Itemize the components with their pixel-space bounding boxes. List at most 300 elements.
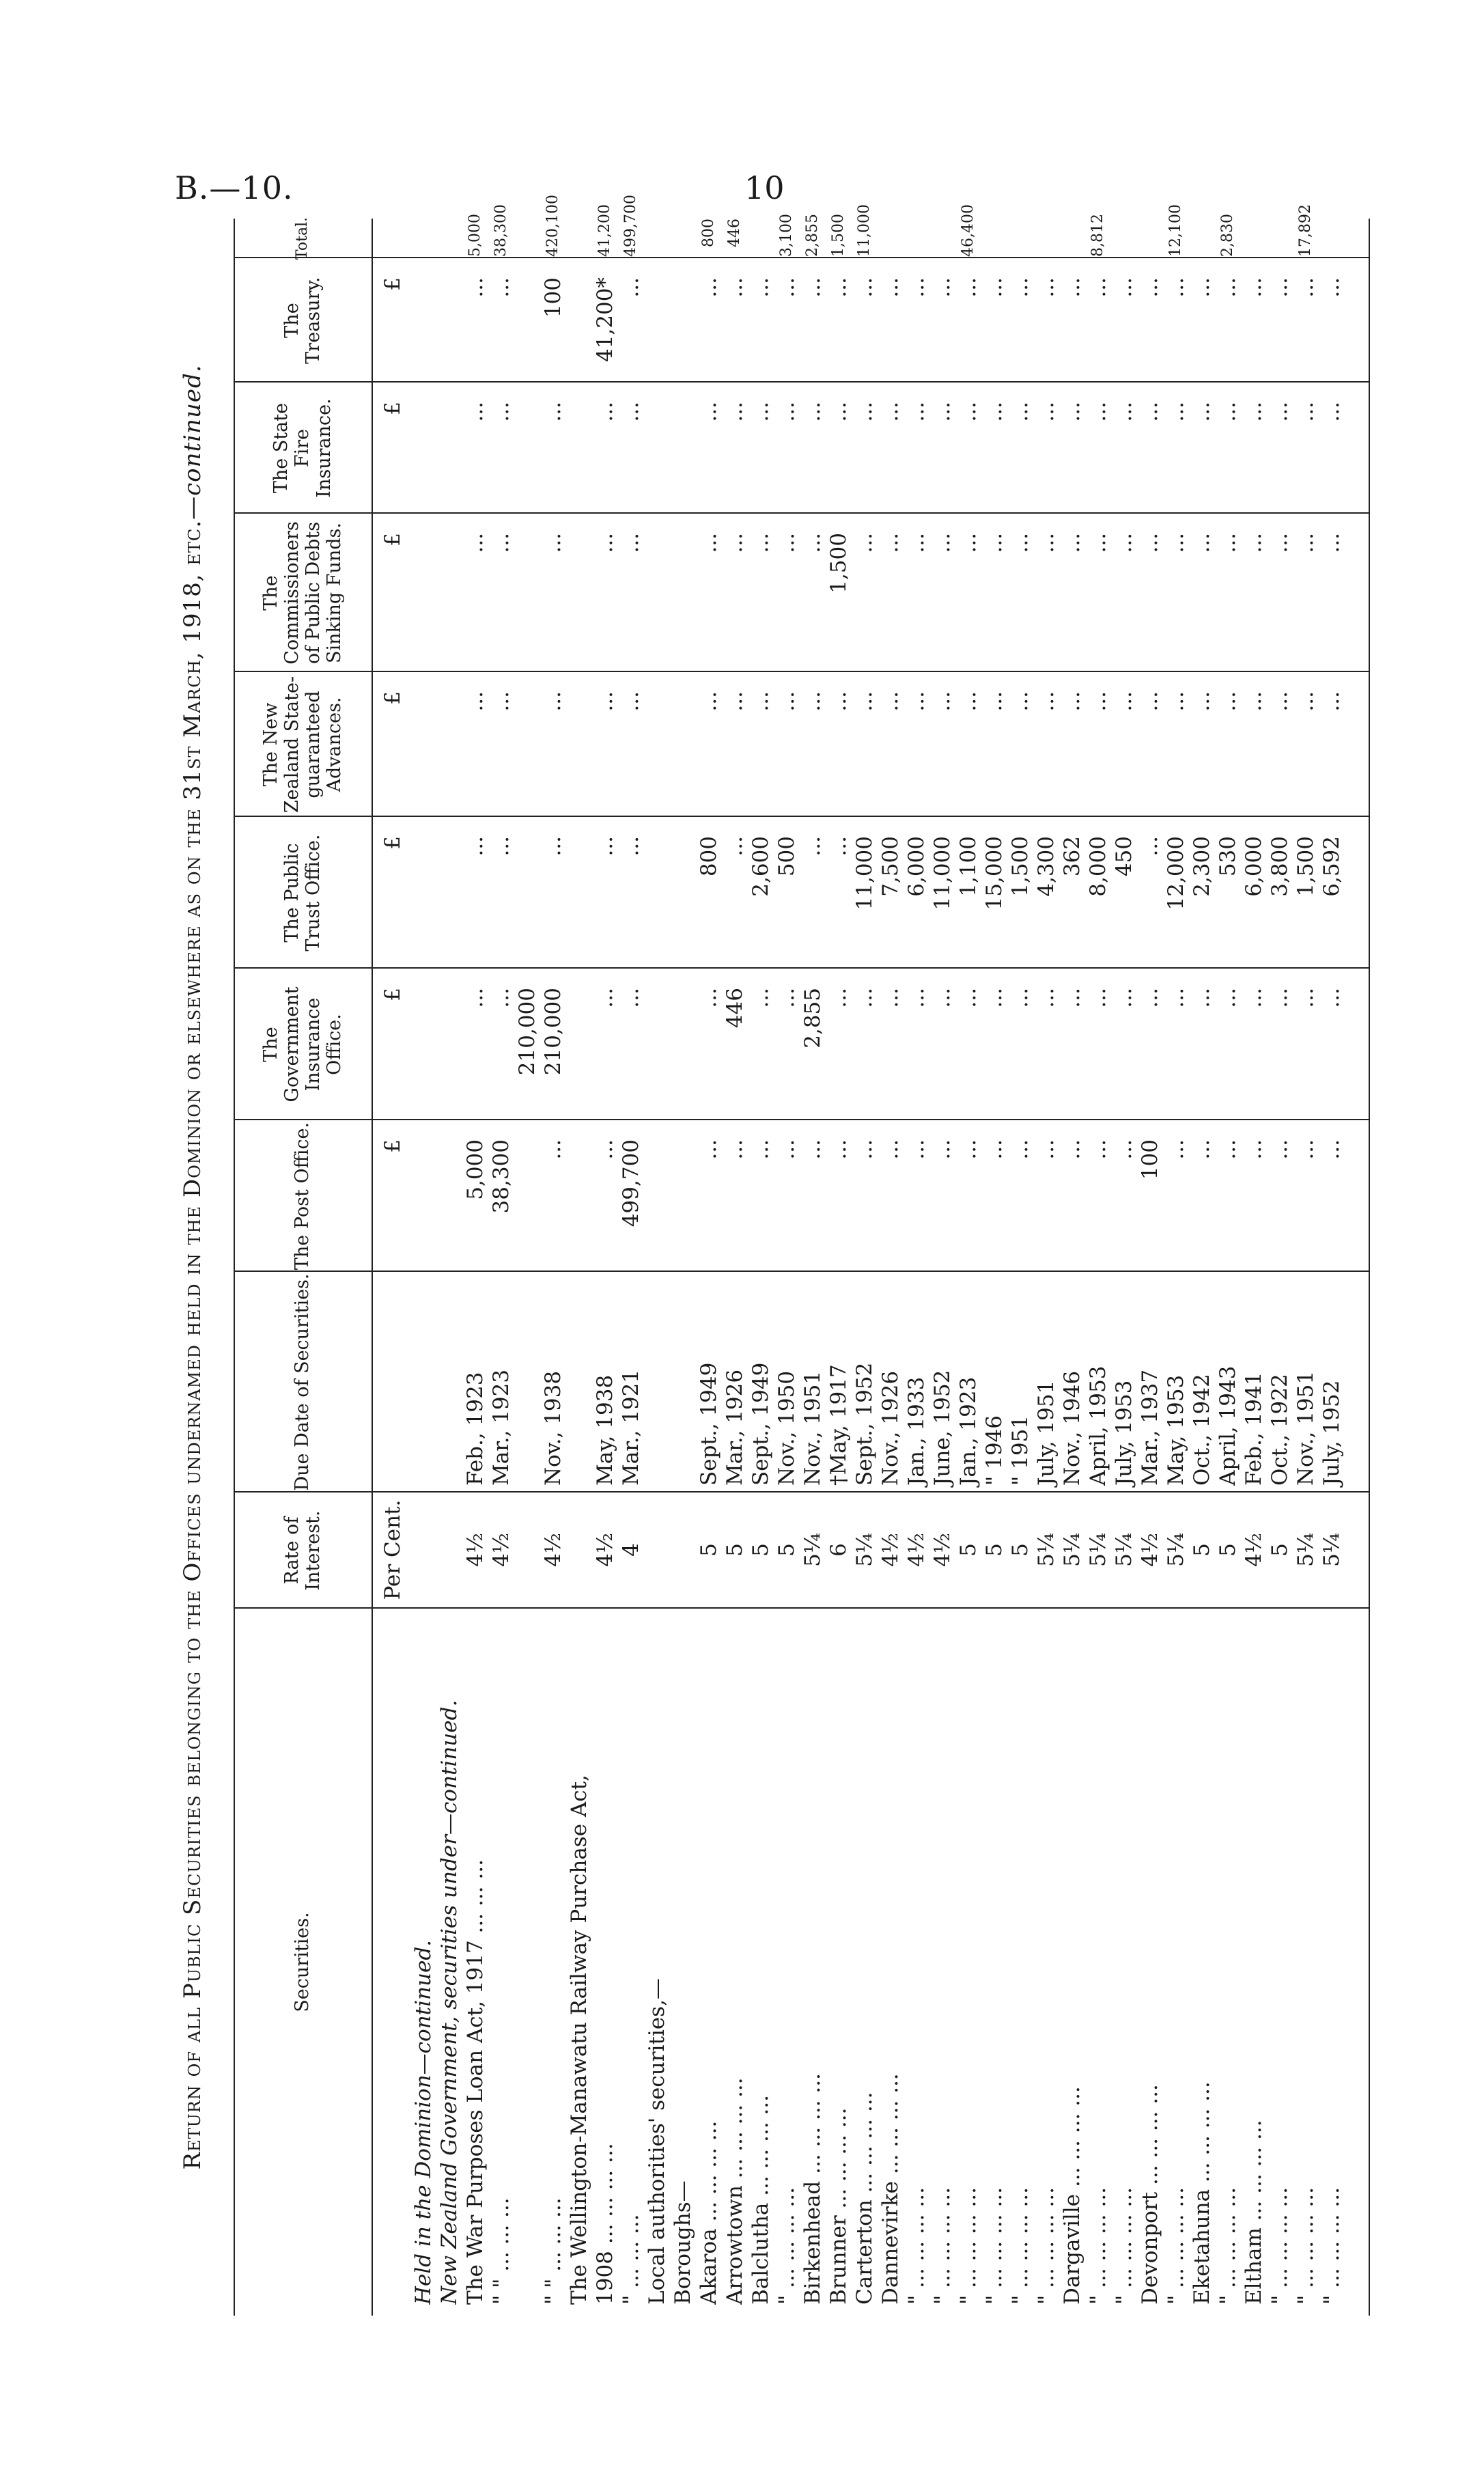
- cell-rate: 4½: [1138, 1533, 1162, 1567]
- cell-tot: 800: [700, 219, 717, 247]
- cell-sfi: ...: [930, 402, 955, 422]
- cell-gov: ...: [774, 988, 799, 1008]
- document-code: B.—10.: [175, 169, 294, 206]
- table-row: [539, 195, 568, 2316]
- cell-due: April, 1953: [1086, 1365, 1110, 1486]
- cell-tot: [928, 219, 957, 257]
- cell-tot: [876, 219, 905, 257]
- cell-pto: 12,000: [1164, 836, 1188, 911]
- cell-tre: ...: [878, 277, 903, 298]
- cell-tot: [902, 219, 931, 257]
- cell-rate: [669, 1499, 697, 1601]
- cell-post: [643, 1120, 671, 1271]
- cell-com: ...: [1138, 533, 1162, 553]
- cell-com: 1,500: [826, 533, 851, 594]
- cell-rate: 5: [1216, 1543, 1240, 1557]
- cell-sfi: [669, 383, 697, 512]
- cell-tot: [513, 219, 542, 257]
- cell-sfi: ...: [748, 402, 773, 422]
- table-row: [1162, 204, 1190, 2316]
- header-treasury: The Treasury.: [281, 277, 324, 364]
- cell-sec: [513, 1611, 542, 2305]
- cell-rate: 4½: [1242, 1533, 1266, 1567]
- header-rule: [372, 219, 373, 2316]
- cell-nzs: ...: [956, 691, 981, 712]
- cell-tre: ...: [748, 277, 773, 298]
- cell-tot: 2,855: [804, 214, 821, 257]
- table-row: [850, 204, 879, 2316]
- cell-post: ...: [1112, 1139, 1136, 1160]
- table-row: [1110, 219, 1138, 2316]
- table-row: [1006, 219, 1035, 2316]
- cell-tre: ...: [1190, 277, 1214, 298]
- rotated-table-page: [179, 195, 1367, 2316]
- cell-sec: " ... ... ... ...: [1086, 2187, 1110, 2305]
- cell-tot: [1188, 219, 1216, 257]
- header-total: Total.: [294, 217, 311, 260]
- cell-com: ...: [1190, 533, 1214, 553]
- cell-com: ...: [1164, 533, 1188, 553]
- cell-nzs: ...: [1216, 691, 1240, 712]
- cell-tre: ...: [463, 277, 488, 298]
- cell-sfi: ...: [697, 402, 721, 422]
- cell-rate: 5¼: [1164, 1533, 1188, 1567]
- cell-tot: 46,400: [960, 204, 977, 257]
- cell-tot: [1240, 219, 1268, 257]
- cell-gov: ...: [1216, 988, 1240, 1008]
- cell-pto: 800: [697, 836, 721, 877]
- cell-nzs: [669, 672, 697, 816]
- money-unit: £: [380, 402, 405, 415]
- cell-nzs: ...: [1319, 691, 1344, 712]
- cell-sfi: ...: [1268, 402, 1292, 422]
- cell-gov: ...: [1242, 988, 1266, 1008]
- table-row: [1214, 214, 1242, 2316]
- table-title-main: Return of all Public Securities belonging to the Offices undernamed held in the Dominion or elsewhere as on the 31st March, 1918, etc.: [179, 519, 206, 2170]
- cell-post: ...: [1086, 1139, 1110, 1160]
- cell-rate: 4½: [489, 1533, 514, 1567]
- cell-due: Sept., 1952: [852, 1362, 877, 1486]
- cell-post: ...: [748, 1139, 773, 1160]
- cell-sfi: ...: [1086, 402, 1110, 422]
- cell-nzs: ...: [1034, 691, 1059, 712]
- cell-tot: [980, 219, 1009, 257]
- cell-post: ...: [774, 1139, 799, 1160]
- table-row: [1265, 219, 1294, 2316]
- cell-nzs: [513, 672, 542, 816]
- header-state-advances: The New Zealand State-guaranteed Advances.: [260, 676, 346, 814]
- cell-due: [643, 1277, 671, 1486]
- table-row: [1188, 219, 1216, 2316]
- cell-rate: [643, 1499, 671, 1601]
- cell-com: ...: [748, 533, 773, 553]
- cell-gov: ...: [593, 988, 617, 1008]
- cell-pto: 6,000: [1242, 836, 1266, 897]
- cell-tot: [1058, 219, 1087, 257]
- cell-tot: [1006, 219, 1035, 257]
- cell-com: ...: [1268, 533, 1292, 553]
- header-securities: Securities.: [292, 1912, 313, 2012]
- cell-pto: 450: [1112, 836, 1136, 877]
- cell-sfi: ...: [1034, 402, 1059, 422]
- cell-rate: 5¼: [1112, 1533, 1136, 1567]
- table-row: [798, 214, 827, 2316]
- cell-pto: 15,000: [982, 836, 1007, 911]
- cell-post: ...: [852, 1139, 877, 1160]
- cell-due: May, 1938: [593, 1374, 617, 1486]
- cell-due: July, 1951: [1034, 1380, 1059, 1486]
- cell-tot: 5,000: [466, 214, 484, 257]
- cell-post: ...: [1164, 1139, 1188, 1160]
- cell-gov: [435, 969, 464, 1119]
- cell-sfi: ...: [1112, 402, 1136, 422]
- cell-sec: The Wellington-Manawatu Railway Purchase Act,: [567, 1775, 591, 2305]
- cell-sec: Boroughs—: [671, 2180, 695, 2305]
- cell-gov: [643, 969, 671, 1119]
- cell-due: Sept., 1949: [697, 1362, 721, 1486]
- cell-tre: ...: [774, 277, 799, 298]
- cell-com: ...: [723, 533, 747, 553]
- cell-nzs: ...: [826, 691, 851, 712]
- cell-sec: Held in the Dominion—continued.: [411, 1939, 436, 2305]
- money-unit: £: [380, 988, 405, 1001]
- cell-pto: 3,800: [1268, 836, 1292, 897]
- cell-pto: ...: [489, 836, 514, 857]
- money-unit: £: [380, 691, 405, 705]
- cell-nzs: ...: [1086, 691, 1110, 712]
- cell-pto: ...: [463, 836, 488, 857]
- table-row: [695, 219, 723, 2316]
- cell-tre: ...: [1112, 277, 1136, 298]
- cell-pto: [565, 817, 593, 967]
- cell-due: Nov., 1938: [541, 1370, 565, 1486]
- cell-tot: 2,830: [1219, 214, 1236, 257]
- cell-sfi: ...: [723, 402, 747, 422]
- cell-gov: ...: [1138, 988, 1162, 1008]
- cell-tre: ...: [1086, 277, 1110, 298]
- cell-pto: [409, 817, 438, 967]
- money-unit: £: [380, 533, 405, 546]
- cell-nzs: ...: [1242, 691, 1266, 712]
- cell-sec: " ... ... ... ...: [1319, 2187, 1344, 2305]
- cell-pto: [435, 817, 464, 967]
- cell-tre: ...: [1268, 277, 1292, 298]
- cell-pto: 2,600: [748, 836, 773, 897]
- cell-nzs: ...: [1164, 691, 1188, 712]
- cell-rate: 5: [774, 1543, 799, 1557]
- cell-post: [669, 1120, 697, 1271]
- money-unit: £: [380, 836, 405, 850]
- cell-due: [409, 1277, 438, 1486]
- cell-gov: ...: [619, 988, 643, 1008]
- cell-nzs: ...: [930, 691, 955, 712]
- cell-due: July, 1952: [1319, 1380, 1344, 1486]
- cell-tre: [565, 258, 593, 381]
- cell-sec: " ... ... ... ...: [1268, 2187, 1292, 2305]
- cell-com: ...: [982, 533, 1007, 553]
- cell-pto: [669, 817, 697, 967]
- cell-gov: ...: [1008, 988, 1033, 1008]
- cell-gov: 210,000: [541, 988, 565, 1076]
- cell-nzs: ...: [463, 691, 488, 712]
- cell-gov: ...: [1034, 988, 1059, 1008]
- cell-com: [643, 514, 671, 671]
- cell-gov: ...: [697, 988, 721, 1008]
- cell-sec: " ... ... ... ...: [904, 2187, 929, 2305]
- cell-due: " 1951: [1008, 1415, 1033, 1486]
- cell-pto: 1,500: [1008, 836, 1033, 897]
- page-number: 10: [744, 169, 785, 206]
- cell-nzs: ...: [1293, 691, 1318, 712]
- cell-pto: ...: [800, 836, 825, 857]
- cell-pto: 11,000: [930, 836, 955, 911]
- cell-sfi: ...: [1293, 402, 1318, 422]
- header-public-trust: The Public Trust Office.: [281, 834, 324, 952]
- cell-sec: Dargaville ... ... ... ...: [1060, 2086, 1084, 2305]
- cell-gov: ...: [1319, 988, 1344, 1008]
- cell-com: ...: [1060, 533, 1084, 553]
- cell-sec: " ... ... ... ...: [1164, 2187, 1188, 2305]
- cell-tot: [1265, 219, 1294, 257]
- table-row: [1084, 214, 1112, 2316]
- cell-pto: 2,300: [1190, 836, 1214, 897]
- table-row: [1058, 219, 1087, 2316]
- cell-sec: " ... ... ... ...: [1008, 2187, 1033, 2305]
- cell-gov: ...: [826, 988, 851, 1008]
- cell-tot: [435, 219, 464, 257]
- cell-sec: Arrowtown ... ... ... ...: [723, 2077, 747, 2305]
- cell-pto: 6,592: [1319, 836, 1344, 897]
- cell-gov: [669, 969, 697, 1119]
- cell-sfi: ...: [1190, 402, 1214, 422]
- cell-pto: 530: [1216, 836, 1240, 877]
- cell-nzs: ...: [697, 691, 721, 712]
- cell-tot: 8,812: [1089, 214, 1106, 257]
- securities-table: [234, 195, 1370, 2316]
- cell-nzs: ...: [748, 691, 773, 712]
- header-post-office: The Post Office.: [292, 1122, 313, 1271]
- cell-tre: ...: [982, 277, 1007, 298]
- cell-gov: ...: [463, 988, 488, 1008]
- cell-tot: [1032, 219, 1061, 257]
- cell-due: June, 1952: [930, 1370, 955, 1486]
- cell-due: [565, 1277, 593, 1486]
- cell-post: ...: [593, 1139, 617, 1160]
- cell-post: [513, 1120, 542, 1271]
- cell-nzs: ...: [774, 691, 799, 712]
- table-title: [179, 219, 227, 2316]
- cell-sfi: [513, 383, 542, 512]
- cell-post: ...: [1190, 1139, 1214, 1160]
- cell-gov: 2,855: [800, 988, 825, 1049]
- cell-tot: [1110, 219, 1138, 257]
- cell-tot: [565, 219, 593, 257]
- cell-due: April, 1943: [1216, 1365, 1240, 1486]
- cell-com: ...: [956, 533, 981, 553]
- cell-tre: ...: [1164, 277, 1188, 298]
- cell-gov: ...: [878, 988, 903, 1008]
- cell-pto: ...: [723, 836, 747, 857]
- cell-gov: [565, 969, 593, 1119]
- cell-rate: 4: [619, 1543, 643, 1557]
- cell-tre: 41,200*: [593, 277, 617, 362]
- cell-com: ...: [1242, 533, 1266, 553]
- cell-sec: Brunner ... ... ... ...: [826, 2107, 851, 2305]
- cell-tre: ...: [489, 277, 514, 298]
- cell-com: ...: [852, 533, 877, 553]
- cell-tre: 100: [541, 277, 565, 318]
- cell-gov: ...: [904, 988, 929, 1008]
- cell-nzs: [435, 672, 464, 816]
- cell-post: ...: [956, 1139, 981, 1160]
- cell-post: ...: [982, 1139, 1007, 1160]
- cell-rate: 4½: [541, 1533, 565, 1567]
- cell-rate: 5: [956, 1543, 981, 1557]
- table-row: [435, 219, 464, 2316]
- cell-pto: ...: [1138, 836, 1162, 857]
- cell-tre: ...: [956, 277, 981, 298]
- cell-sfi: ...: [593, 402, 617, 422]
- cell-pto: [643, 817, 671, 967]
- cell-rate: [565, 1499, 593, 1601]
- cell-tot: [409, 219, 438, 257]
- cell-sec: Akaroa ... ... ... ...: [697, 2120, 721, 2305]
- cell-pto: ...: [619, 836, 643, 857]
- cell-sfi: ...: [1164, 402, 1188, 422]
- cell-sec: " ... ... ...: [619, 2214, 643, 2305]
- table-row: [772, 214, 801, 2316]
- cell-tre: ...: [697, 277, 721, 298]
- cell-tre: ...: [800, 277, 825, 298]
- cell-sfi: ...: [1319, 402, 1344, 422]
- cell-nzs: ...: [489, 691, 514, 712]
- cell-tre: ...: [619, 277, 643, 298]
- cell-sec: " ... ... ... ...: [1034, 2187, 1059, 2305]
- cell-gov: ...: [930, 988, 955, 1008]
- cell-sec: Carterton ... ... ... ...: [852, 2092, 877, 2305]
- cell-due: Oct., 1922: [1268, 1374, 1292, 1486]
- cell-tot: [643, 219, 671, 257]
- cell-tre: ...: [1216, 277, 1240, 298]
- cell-nzs: ...: [619, 691, 643, 712]
- money-unit: £: [380, 1139, 405, 1153]
- cell-post: ...: [1319, 1139, 1344, 1160]
- header-rate: Rate of Interest.: [281, 1510, 324, 1591]
- cell-tot: 499,700: [622, 195, 639, 257]
- cell-nzs: ...: [1112, 691, 1136, 712]
- cell-tre: ...: [1034, 277, 1059, 298]
- table-row: [746, 219, 775, 2316]
- cell-sec: " ... ... ... ...: [1112, 2187, 1136, 2305]
- table-row: [1240, 219, 1268, 2316]
- cell-rate: 5: [1008, 1543, 1033, 1557]
- cell-due: †May, 1917: [826, 1364, 851, 1486]
- cell-sec: The War Purposes Loan Act, 1917 ... ... ...: [463, 1859, 488, 2305]
- cell-sfi: ...: [800, 402, 825, 422]
- cell-post: [409, 1120, 438, 1271]
- cell-sec: Eltham ... ... ... ...: [1242, 2120, 1266, 2305]
- cell-tre: ...: [1138, 277, 1162, 298]
- cell-sfi: ...: [852, 402, 877, 422]
- cell-tre: ...: [1319, 277, 1344, 298]
- cell-post: ...: [1060, 1139, 1084, 1160]
- cell-gov: 210,000: [515, 988, 540, 1076]
- cell-com: ...: [1293, 533, 1318, 553]
- cell-com: ...: [619, 533, 643, 553]
- cell-pto: ...: [541, 836, 565, 857]
- cell-post: ...: [826, 1139, 851, 1160]
- cell-nzs: ...: [852, 691, 877, 712]
- cell-tot: 3,100: [778, 214, 795, 257]
- cell-gov: ...: [956, 988, 981, 1008]
- cell-com: [669, 514, 697, 671]
- cell-post: 499,700: [619, 1139, 643, 1227]
- cell-tot: [1317, 219, 1346, 257]
- cell-tre: ...: [826, 277, 851, 298]
- cell-sfi: ...: [1216, 402, 1240, 422]
- cell-sec: " ... ... ... ...: [982, 2187, 1007, 2305]
- cell-post: ...: [541, 1139, 565, 1160]
- cell-com: ...: [1319, 533, 1344, 553]
- cell-nzs: [565, 672, 593, 816]
- table-row: [487, 204, 516, 2316]
- rate-unit: Per Cent.: [380, 1499, 405, 1600]
- cell-com: ...: [774, 533, 799, 553]
- header-due-date: Due Date of Securities.: [292, 1273, 313, 1491]
- table-row: [1136, 219, 1164, 2316]
- cell-rate: 5¼: [1319, 1533, 1344, 1567]
- table-title-continued: —continued.: [179, 364, 206, 520]
- table-row: [669, 219, 697, 2316]
- cell-sfi: [565, 383, 593, 512]
- cell-nzs: ...: [1008, 691, 1033, 712]
- cell-sfi: ...: [982, 402, 1007, 422]
- cell-pto: 500: [774, 836, 799, 877]
- cell-tot: 11,000: [856, 204, 873, 257]
- cell-sec: Local authorities' securities,—: [645, 1978, 669, 2305]
- cell-post: ...: [878, 1139, 903, 1160]
- cell-due: Oct., 1942: [1190, 1374, 1214, 1486]
- cell-tre: ...: [904, 277, 929, 298]
- cell-pto: 362: [1060, 836, 1084, 877]
- cell-post: ...: [1268, 1139, 1292, 1160]
- cell-com: [435, 514, 464, 671]
- cell-due: Nov., 1926: [878, 1370, 903, 1486]
- cell-sec: " ... ... ... ...: [930, 2187, 955, 2305]
- cell-rate: 6: [826, 1543, 851, 1557]
- cell-due: Nov., 1950: [774, 1370, 799, 1486]
- cell-gov: ...: [982, 988, 1007, 1008]
- cell-sfi: ...: [1242, 402, 1266, 422]
- cell-gov: [409, 969, 438, 1119]
- cell-com: ...: [930, 533, 955, 553]
- cell-com: ...: [697, 533, 721, 553]
- table-row: [513, 219, 542, 2316]
- cell-post: ...: [697, 1139, 721, 1160]
- cell-nzs: ...: [800, 691, 825, 712]
- cell-com: ...: [593, 533, 617, 553]
- cell-com: [565, 514, 593, 671]
- cell-tot: [746, 219, 775, 257]
- cell-tot: 41,200: [596, 204, 613, 257]
- cell-nzs: ...: [982, 691, 1007, 712]
- cell-pto: 8,000: [1086, 836, 1110, 897]
- cell-post: 100: [1138, 1139, 1162, 1180]
- cell-tot: 38,300: [492, 204, 509, 257]
- table-row: [902, 219, 931, 2316]
- cell-rate: 5: [982, 1543, 1007, 1557]
- cell-post: ...: [723, 1139, 747, 1160]
